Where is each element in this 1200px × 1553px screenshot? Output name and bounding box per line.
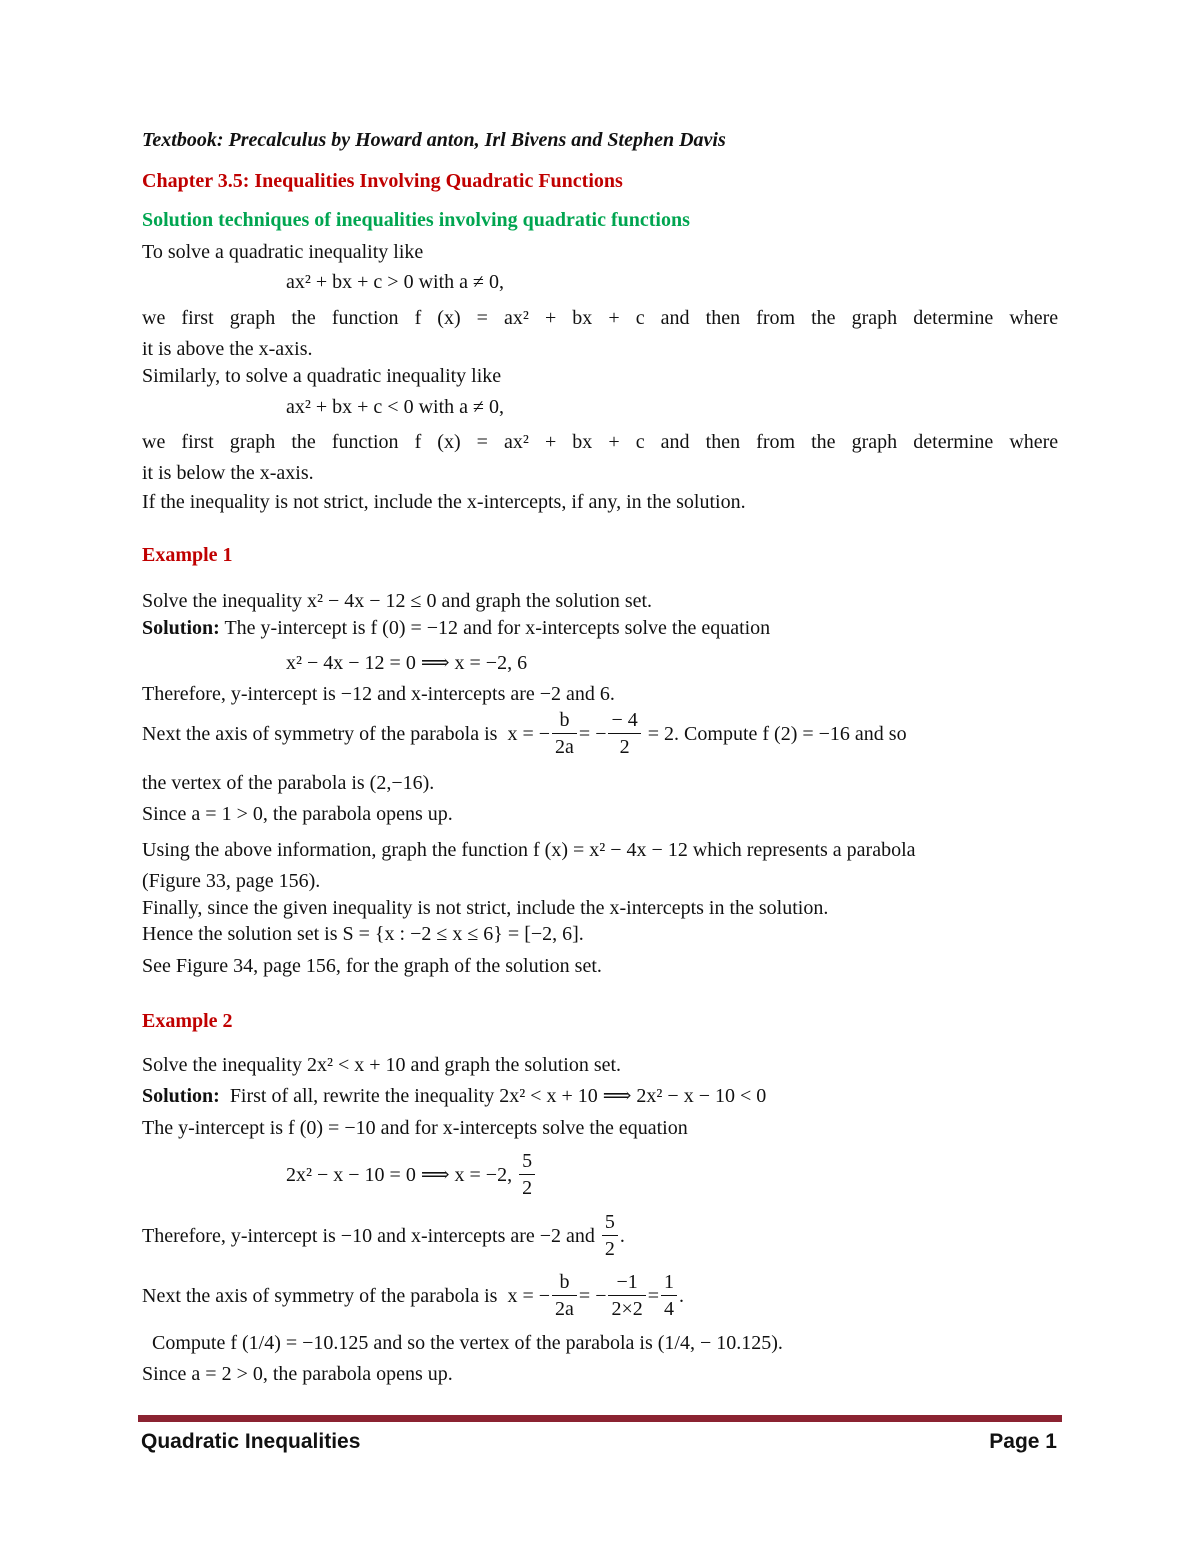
example1-title: Example 1 [142,544,233,566]
fraction: $\frac{5}{2}$ [602,1209,618,1262]
page-number: Page 1 [989,1430,1057,1453]
example2-title: Example 2 [142,1010,233,1032]
fraction: $\frac{b}{2a}$ [552,1269,577,1322]
fraction: $\frac{b}{2a}$ [552,707,577,760]
example2-equation: 2x² − x − 10 = 0 ⟹ x = −2, $\frac{5}{2}$ [286,1145,537,1205]
fraction: $\frac{5}{2}$ [519,1148,535,1201]
example1-since: Since a = 1 > 0, the parabola opens up. [142,803,453,825]
intro-line: To solve a quadratic inequality like [142,241,424,263]
example2-problem: Solve the inequality 2x² < x + 10 and graph the solution set. [142,1054,622,1076]
inequality-less: ax² + bx + c < 0 with a ≠ 0, [286,396,504,418]
inequality-greater: ax² + bx + c > 0 with a ≠ 0, [286,271,504,293]
example1-equation: x² − 4x − 12 = 0 ⟹ x = −2, 6 [286,652,528,674]
example2-yint: The y-intercept is f (0) = −10 and for x-intercepts solve the equation [142,1117,688,1139]
footer-rule [138,1415,1062,1422]
above-axis-line: it is above the x-axis. [142,338,313,360]
example2-since: Since a = 2 > 0, the parabola opens up. [142,1363,453,1385]
similarly-line: Similarly, to solve a quadratic inequality like [142,365,502,387]
footer-title: Quadratic Inequalities [141,1430,361,1453]
fraction: $\frac{-1}{2\times 2}$ [608,1269,645,1322]
fraction: $\frac{1}{4}$ [661,1269,677,1322]
graph-instruction-line-2: we first graph the function f (x) = ax² + bx + c and then from the graph determine where [142,431,1059,453]
example1-axis-line: Next the axis of symmetry of the parabola is x = − $\frac{b}{2a}$ = − $\frac{- 4}{2}$ = 2. Compute f (2) = −16 and so [142,708,907,758]
graph-instruction-line: we first graph the function f (x) = ax² + bx + c and then from the graph determine where [142,307,1059,329]
example1-solution: Solution: The y-intercept is f (0) = −12 and for x-intercepts solve the equation [142,617,771,639]
example2-compute: Compute f (1/4) = −10.125 and so the vertex of the parabola is (1/4, − 10.125). [152,1332,783,1354]
example1-see: See Figure 34, page 156, for the graph of the solution set. [142,955,602,977]
example1-figure-ref: (Figure 33, page 156). [142,870,321,892]
textbook-citation: Textbook: Precalculus by Howard anton, Irl Bivens and Stephen Davis [142,129,726,151]
example1-problem: Solve the inequality x² − 4x − 12 ≤ 0 and graph the solution set. [142,590,653,612]
example1-vertex: the vertex of the parabola is (2,−16). [142,772,435,794]
example2-solution: Solution: First of all, rewrite the inequality 2x² < x + 10 ⟹ 2x² − x − 10 < 0 [142,1085,767,1107]
chapter-title: Chapter 3.5: Inequalities Involving Quadratic Functions [142,170,623,192]
example1-finally: Finally, since the given inequality is not strict, include the x-intercepts in the solution. [142,897,829,919]
below-axis-line: it is below the x-axis. [142,462,314,484]
example1-hence: Hence the solution set is S = {x : −2 ≤ x ≤ 6} = [−2, 6]. [142,923,584,945]
example2-therefore: Therefore, y-intercept is −10 and x-intercepts are −2 and $\frac{5}{2}$ . [142,1210,625,1260]
example1-therefore: Therefore, y-intercept is −12 and x-intercepts are −2 and 6. [142,683,615,705]
non-strict-note: If the inequality is not strict, include the x-intercepts, if any, in the solution. [142,491,746,513]
section-heading: Solution techniques of inequalities involving quadratic functions [142,209,690,231]
example2-axis-line: Next the axis of symmetry of the parabola is x = − $\frac{b}{2a}$ = − $\frac{-1}{2\times 2}$ = $\frac{1}{4}$ . [142,1270,685,1320]
example1-using: Using the above information, graph the function f (x) = x² − 4x − 12 which represents a parabola [142,839,916,861]
fraction: $\frac{- 4}{2}$ [608,707,640,760]
